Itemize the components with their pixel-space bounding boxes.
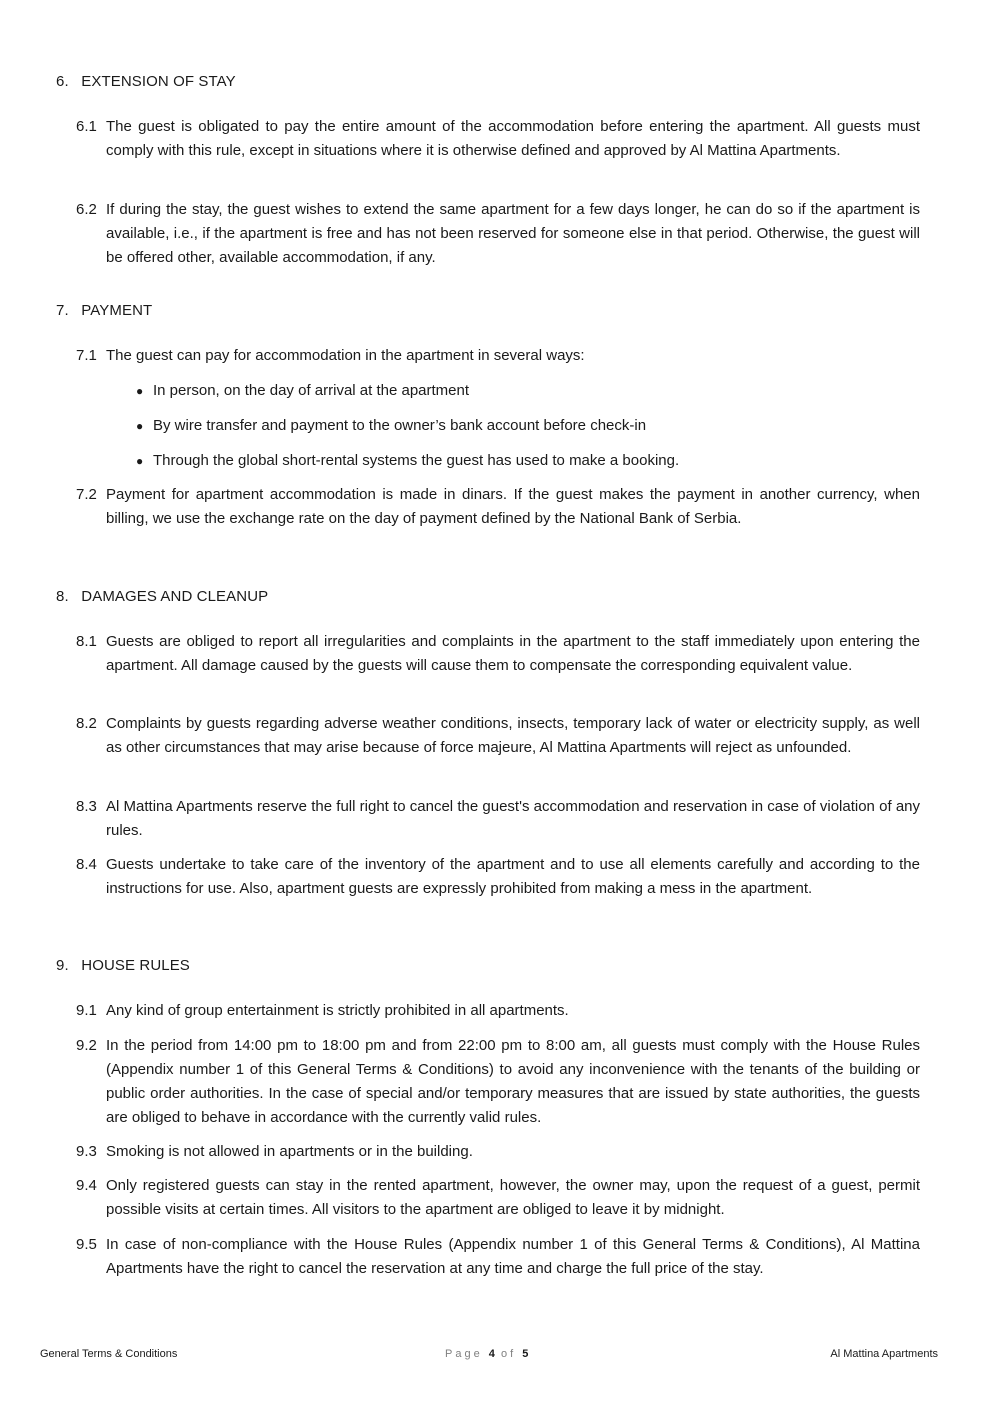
clause-7-2: 7.2 Payment for apartment accommodation is made in dinars. If the guest makes the payment in another currency, when billing, we use the exchange rate on the day of payment defined by the National Bank of Serbia.	[76, 486, 920, 527]
clause-6-2: 6.2 If during the stay, the guest wishes to extend the same apartment for a few days longer, he can do so if the apartment is available, i.e., if the apartment is free and has not been reserved for someone else in that period. Otherwise, the guest will be offered other, available accommodation, if any.	[76, 201, 920, 266]
footer-page-number: Page 4 of 5	[445, 1348, 529, 1360]
clause-8-3: 8.3 Al Mattina Apartments reserve the full right to cancel the guest's accommodation and reservation in case of violation of any rules.	[76, 798, 920, 839]
payment-option-item: ● In person, on the day of arrival at the apartment	[136, 380, 916, 402]
payment-option-item: ● By wire transfer and payment to the owner’s bank account before check-in	[136, 415, 916, 437]
clause-9-1: 9.1 Any kind of group entertainment is strictly prohibited in all apartments.	[76, 1002, 569, 1019]
section-heading-7: 7. PAYMENT	[56, 302, 153, 319]
clause-6-1: 6.1 The guest is obligated to pay the entire amount of the accommodation before entering the apartment. All guests must comply with this rule, except in situations where it is otherwise defined and approved by Al Mattina Apartments.	[76, 118, 920, 159]
clause-9-5: 9.5 In case of non-compliance with the House Rules (Appendix number 1 of this General Terms & Conditions), Al Mattina Apartments have the right to cancel the reservation at any time and charge the full price of the stay.	[76, 1236, 920, 1277]
section-heading-9: 9. HOUSE RULES	[56, 957, 190, 974]
footer-document-title: General Terms & Conditions	[40, 1348, 178, 1360]
clause-7-1: 7.1 The guest can pay for accommodation in the apartment in several ways:	[76, 347, 585, 364]
clause-9-3: 9.3 Smoking is not allowed in apartments or in the building.	[76, 1143, 473, 1160]
clause-9-4: 9.4 Only registered guests can stay in the rented apartment, however, the owner may, upon the request of a guest, permit possible visits at certain times. All visitors to the apartment are obliged to leave it by midnight.	[76, 1177, 920, 1218]
bullet-icon: ●	[136, 454, 144, 468]
clause-9-2: 9.2 In the period from 14:00 pm to 18:00 pm and from 22:00 pm to 8:00 am, all guests must comply with the House Rules (Appendix number 1 of this General Terms & Conditions) to avoid any inconvenience with the tenants of the building or public order authorities. In the case of special and/or temporary measures that are issued by state authorities, the guests are obliged to behave in accordance with the currently valid rules.	[76, 1037, 920, 1126]
clause-8-4: 8.4 Guests undertake to take care of the inventory of the apartment and to use all elements carefully and according to the instructions for use. Also, apartment guests are expressly prohibited from making a mess in the apartment.	[76, 856, 920, 897]
section-heading-8: 8. DAMAGES AND CLEANUP	[56, 588, 269, 605]
clause-8-2: 8.2 Complaints by guests regarding adverse weather conditions, insects, temporary lack of water or electricity supply, as well as other circumstances that may arise because of force majeure, Al Mattina Apartments will reject as unfounded.	[76, 715, 920, 756]
clause-8-1: 8.1 Guests are obliged to report all irregularities and complaints in the apartment to the staff immediately upon entering the apartment. All damage caused by the guests will cause them to compensate the corresponding equivalent value.	[76, 633, 920, 674]
bullet-icon: ●	[136, 419, 144, 433]
footer-company-name: Al Mattina Apartments	[830, 1348, 938, 1360]
bullet-icon: ●	[136, 384, 144, 398]
section-heading-6: 6. EXTENSION OF STAY	[56, 73, 236, 90]
payment-option-item: ● Through the global short-rental systems the guest has used to make a booking.	[136, 450, 916, 472]
